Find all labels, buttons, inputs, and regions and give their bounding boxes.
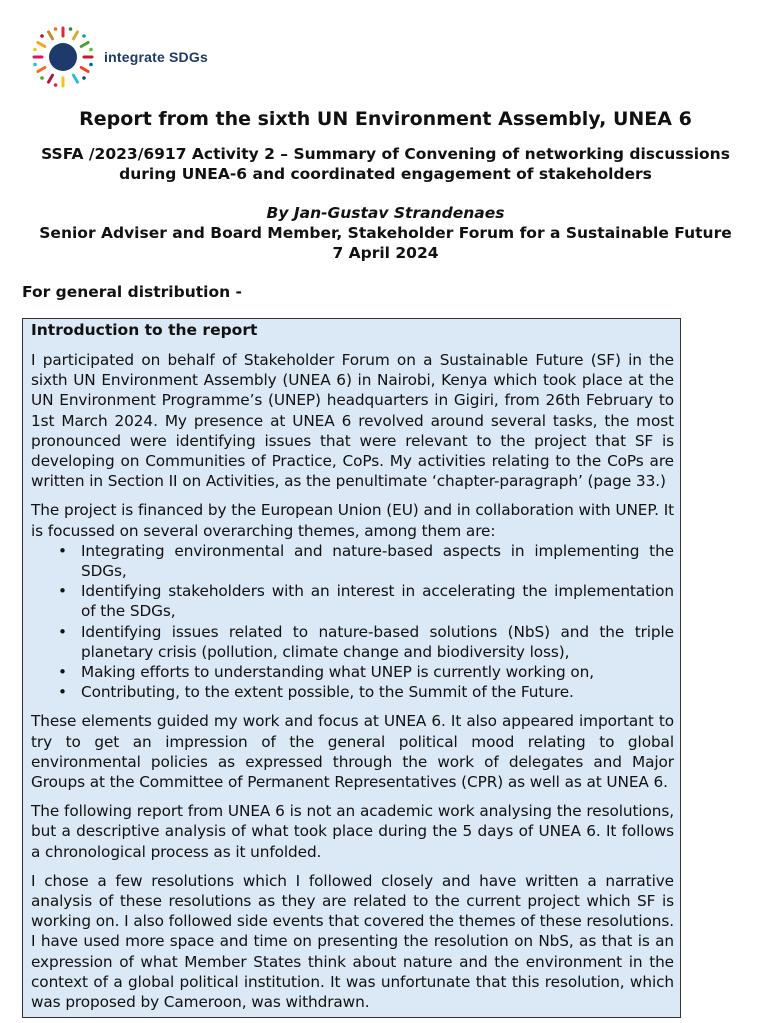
- themes-list: [31, 541, 674, 703]
- byline: [0, 203, 771, 263]
- intro-paragraph-4: The following report from UNEA 6 is not an academic work analysing the resolutions, but a descriptive analysis of what took place during the 5 days of UNEA 6. It follows a chronological process as it unfolded.: [31, 802, 674, 861]
- intro-paragraph-1: I participated on behalf of Stakeholder Forum on a Sustainable Future (SF) in the sixth UN Environment Assembly (UNEA 6) in Nairobi, Kenya which took place at the UN Environment Programme’s (UNEP) headquarters in Gigiri, from 26th February to 1st March 2024. My presence at UNEA 6 revolved around several tasks, the most pronounced were identifying issues that were relevant to the project that SF is developing on Communities of Practice, CoPs. My activities relating to the CoPs are written in Section II on Activities, as the penultimate ‘chapter-paragraph’ (page 33.): [31, 351, 674, 491]
- logo-text: integrate SDGs: [104, 49, 208, 65]
- list-item: • Integrating environmental and nature-based aspects in implementing the SDGs,: [58, 541, 674, 581]
- list-item: • Identifying stakeholders with an interest in accelerating the implementation of the SDGs,: [58, 582, 674, 621]
- logo: [30, 24, 208, 90]
- list-item: • Identifying issues related to nature-based solutions (NbS) and the triple planetary crisis (pollution, climate change and biodiversity loss),: [58, 622, 674, 661]
- intro-paragraph-2: The project is financed by the European Union (EU) and in collaboration with UNEP. It is focussed on several overarching themes, among them are:: [31, 501, 674, 540]
- distribution-note: For general distribution -: [22, 283, 242, 301]
- report-title: Report from the sixth UN Environment Assembly, UNEA 6: [79, 108, 692, 130]
- intro-paragraph-3: These elements guided my work and focus at UNEA 6. It also appeared important to try to get an impression of the general political mood relating to global environmental policies as expressed through the work of delegates and Major Groups at the Committee of Permanent Representatives (CPR) as well as at UNEA 6.: [31, 712, 674, 792]
- list-item: • Contributing, to the extent possible, to the Summit of the Future.: [58, 683, 574, 702]
- intro-paragraph-5: I chose a few resolutions which I followed closely and have written a narrative analysis of these resolutions as they are related to the current project which SF is working on. I also followed side events that covered the themes of these resolutions. I have used more space and time on presenting the resolution on NbS, as that is an expression of what Member States think about nature and the environment in the context of a global political institution. It was unfortunate that this resolution, which was proposed by Cameroon, was withdrawn.: [31, 871, 674, 1012]
- introduction-heading: Introduction to the report: [31, 321, 258, 339]
- author: By Jan-Gustav Strandenaes: [266, 204, 505, 222]
- introduction-box: [22, 318, 681, 1018]
- report-subtitle: SSFA /2023/6917 Activity 2 – Summary of Convening of networking discussions during UNEA-6 and coordinated engagement of stakeholders: [41, 145, 730, 183]
- report-date: 7 April 2024: [332, 244, 439, 262]
- sdg-wheel-icon: [30, 24, 96, 90]
- author-role: Senior Adviser and Board Member, Stakeholder Forum for a Sustainable Future: [39, 224, 732, 242]
- list-item: • Making efforts to understanding what UNEP is currently working on,: [58, 663, 595, 682]
